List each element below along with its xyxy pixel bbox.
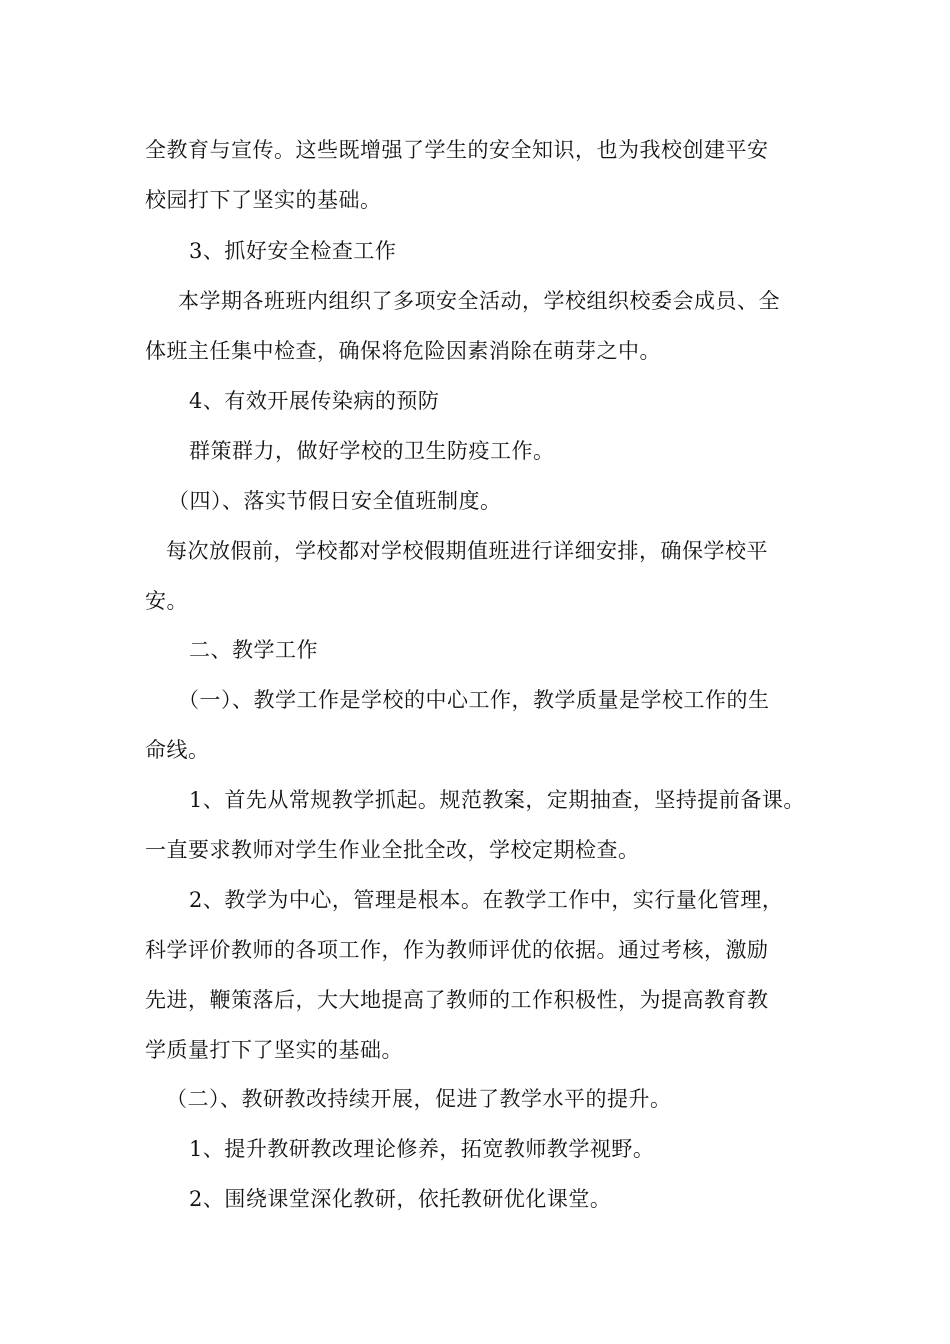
text-line: 全教育与宣传。这些既增强了学生的安全知识，也为我校创建平安 bbox=[145, 138, 769, 162]
text-line: 2、教学为中心，管理是根本。在教学工作中，实行量化管理， bbox=[189, 888, 784, 912]
text-line: （四）、落实节假日安全值班制度。 bbox=[168, 489, 502, 513]
text-line: 2、围绕课堂深化教研，依托教研优化课堂。 bbox=[189, 1187, 612, 1211]
text-line: 二、教学工作 bbox=[189, 638, 318, 662]
text-line: 命线。 bbox=[145, 738, 210, 762]
text-line: 本学期各班班内组织了多项安全活动，学校组织校委会成员、全 bbox=[178, 289, 780, 313]
text-line: 先进，鞭策落后，大大地提高了教师的工作积极性，为提高教育教 bbox=[145, 988, 769, 1012]
text-line: 学质量打下了坚实的基础。 bbox=[145, 1038, 403, 1062]
text-line: 一直要求教师对学生作业全批全改，学校定期检查。 bbox=[145, 838, 640, 862]
text-line: 3、抓好安全检查工作 bbox=[189, 239, 397, 263]
text-line: 每次放假前，学校都对学校假期值班进行详细安排，确保学校平 bbox=[166, 539, 768, 563]
text-line: （一）、教学工作是学校的中心工作，教学质量是学校工作的生 bbox=[178, 688, 770, 712]
text-line: 4、有效开展传染病的预防 bbox=[189, 389, 440, 413]
text-line: （二）、教研教改持续开展，促进了教学水平的提升。 bbox=[166, 1087, 672, 1111]
text-line: 群策群力，做好学校的卫生防疫工作。 bbox=[189, 439, 555, 463]
text-line: 1、首先从常规教学抓起。规范教案，定期抽查，坚持提前备课。 bbox=[189, 788, 805, 812]
text-line: 校园打下了坚实的基础。 bbox=[145, 188, 382, 212]
text-line: 科学评价教师的各项工作，作为教师评优的依据。通过考核，激励 bbox=[145, 938, 769, 962]
text-line: 安。 bbox=[145, 589, 188, 613]
text-line: 1、提升教研教改理论修养，拓宽教师教学视野。 bbox=[189, 1137, 655, 1161]
text-line: 体班主任集中检查，确保将危险因素消除在萌芽之中。 bbox=[145, 339, 661, 363]
